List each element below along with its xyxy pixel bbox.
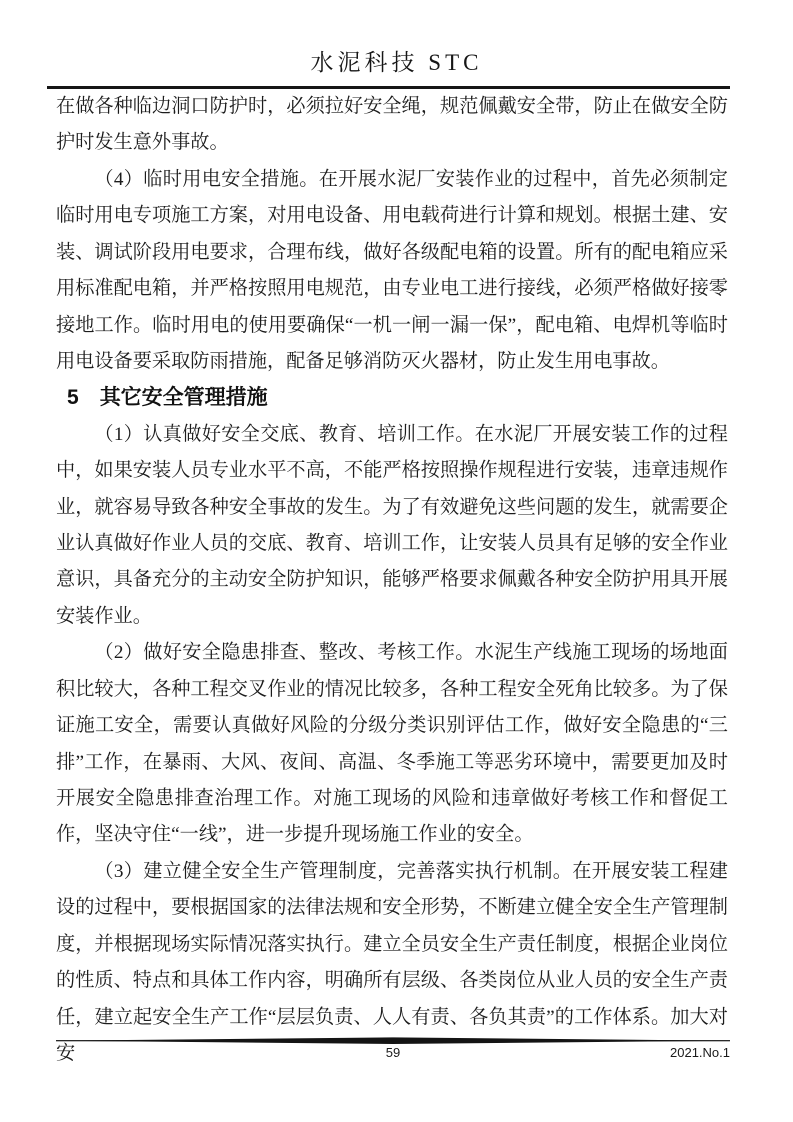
paragraph-item-2: （2）做好安全隐患排查、整改、考核工作。水泥生产线施工现场的场地面积比较大，各种工程交叉作业的情况比较多，各种工程安全死角比较多。为了保证施工安全，需要认真做好风险的分级分类识别评估工作，做好安全隐患的“三排”工作，在暴雨、大风、夜间、高温、冬季施工等恶劣环境中，需要更加及时开展安全隐患排查治理工作。对施工现场的风险和违章做好考核工作和督促工作，坚决守住“一线”，进一步提升现场施工作业的安全。: [56, 642, 728, 846]
article-body: [56, 89, 728, 1072]
journal-title: 水泥科技 STC: [310, 50, 483, 75]
section-heading: [56, 380, 728, 416]
page-number: 59: [385, 1045, 401, 1060]
paragraph-item-1: （1）认真做好安全交底、教育、培训工作。在水泥厂开展安装工作的过程中，如果安装人员专业水平不高，不能严格按照操作规程进行安装，违章违规作业，就容易导致各种安全事故的发生。为了有效避免这些问题的发生，就需要企业认真做好作业人员的交底、教育、培训工作，让安装人员具有足够的安全作业意识，具备充分的主动安全防护知识，能够严格要求佩戴各种安全防护用具开展安装作业。: [56, 423, 728, 627]
section-number: 5: [67, 386, 79, 410]
paragraph-item-4: （4）临时用电安全措施。在开展水泥厂安装作业的过程中，首先必须制定临时用电专项施工方案，对用电设备、用电载荷进行计算和规划。根据土建、安装、调试阶段用电要求，合理布线，做好各级配电箱的设置。所有的配电箱应采用标准配电箱，并严格按照用电规范，由专业电工进行接线，必须严格做好接零接地工作。临时用电的使用要确保“一机一闸一漏一保”，配电箱、电焊机等临时用电设备要采取防雨措施，配备足够消防灭火器材，防止发生用电事故。: [56, 168, 728, 372]
section-title: 其它安全管理措施: [99, 386, 268, 410]
issue-label: 2021.No.1: [670, 1045, 730, 1060]
footer-tapered-rule: [56, 1037, 730, 1045]
paragraph-carryover: 在做各种临边洞口防护时，必须拉好安全绳，规范佩戴安全带，防止在做安全防护时发生意外事故。: [56, 96, 728, 154]
paragraph-item-3: （3）建立健全安全生产管理制度，完善落实执行机制。在开展安装工程建设的过程中，要根据国家的法律法规和安全形势，不断建立健全安全生产管理制度，并根据现场实际情况落实执行。建立全员安全生产责任制度，根据企业岗位的性质、特点和具体工作内容，明确所有层级、各类岗位从业人员的安全生产责任，建立起安全生产工作“层层负责、人人有责、各负其责”的工作体系。加大对安: [56, 860, 728, 1064]
footer: [56, 1045, 730, 1061]
